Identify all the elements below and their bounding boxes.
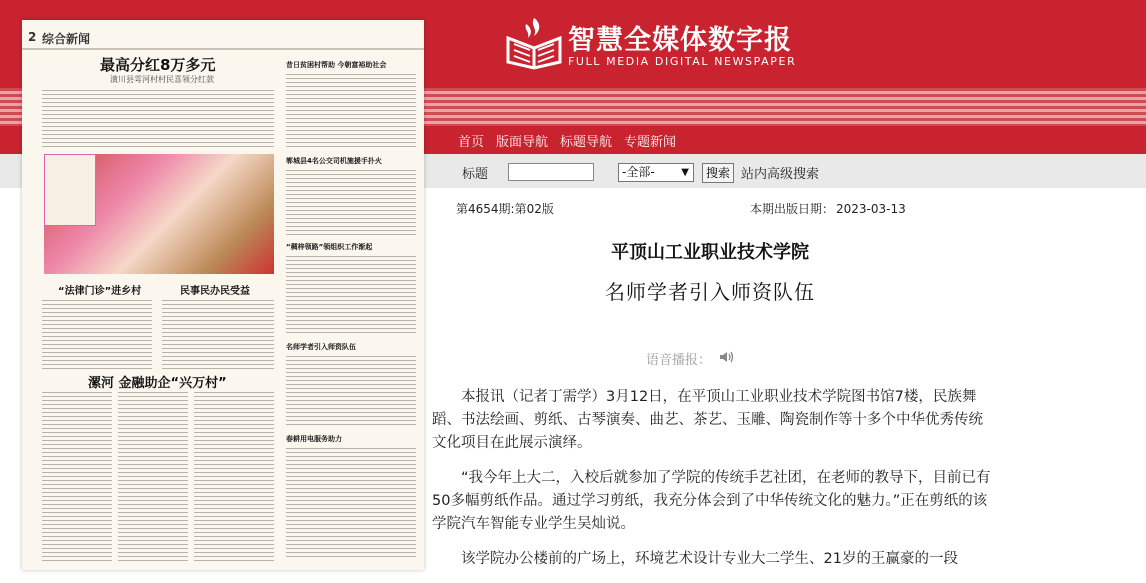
np-side-headline-1[interactable]: 昔日贫困村帮助 今朝富裕助社会	[286, 61, 387, 69]
article-paragraph: “我今年上大二，入校后就参加了学院的传统手艺社团，在老师的教导下，目前已有50多幅剪纸作品。通过学习剪纸，我充分体会到了中华传统文化的魅力。”正在剪纸的该学院汽车智能专业学生吴灿说。	[432, 470, 991, 532]
article-subheadline: 名师学者引入师资队伍	[605, 280, 815, 304]
article-body	[432, 386, 992, 583]
np-headline-2[interactable]: “法律门诊”进乡村	[58, 286, 142, 297]
np-rule	[22, 48, 424, 50]
main-nav	[458, 131, 676, 150]
book-flame-logo-icon	[504, 14, 564, 70]
np-page-label: 2	[28, 30, 37, 44]
np-text-block	[42, 392, 112, 562]
np-text-block	[286, 170, 416, 236]
article-headline: 平顶山工业职业技术学院	[611, 242, 809, 263]
publication-date	[748, 200, 906, 217]
chevron-down-icon: ▼	[681, 167, 689, 178]
search-label: 标题	[462, 167, 489, 182]
nav-home[interactable]: 首页	[458, 135, 485, 150]
np-headline-3[interactable]: 民事民办民受益	[180, 286, 250, 297]
np-text-block	[286, 256, 416, 336]
pubdate-label: 本期出版日期：	[750, 202, 835, 216]
np-text-block	[162, 300, 274, 370]
search-button[interactable]: 搜索	[702, 163, 734, 183]
np-headline-1[interactable]: 最高分红8万多元	[100, 56, 216, 74]
nav-layout[interactable]: 版面导航	[496, 135, 549, 150]
np-text-block	[118, 392, 188, 562]
np-headline-1-sub: 潢川县雩河村村民喜领分红款	[110, 75, 214, 84]
advanced-search-link[interactable]: 站内高级搜索	[741, 167, 820, 182]
nav-titles[interactable]: 标题导航	[560, 135, 613, 150]
np-photo-caption-box	[44, 154, 96, 226]
pubdate-value: 2023-03-13	[836, 202, 906, 216]
np-text-block	[42, 300, 152, 370]
np-side-headline-4[interactable]: 名师学者引入师资队伍	[286, 343, 356, 351]
article-paragraph: 本报讯（记者丁需学）3月12日，在平顶山工业职业技术学院图书馆7楼，民族舞蹈、书法绘画、剪纸、古琴演奏、曲艺、茶艺、玉雕、陶瓷制作等十多个中华优秀传统文化项目在此展示演绎。	[432, 389, 983, 451]
np-side-headline-3[interactable]: “稠梓领路”领组织工作渐起	[286, 243, 373, 251]
np-text-block	[286, 448, 416, 558]
np-section: 综合新闻	[42, 32, 91, 46]
np-text-block	[42, 90, 274, 150]
search-scope-value: -全部-	[622, 165, 655, 179]
search-scope-select[interactable]	[618, 163, 694, 182]
newspaper-page-thumbnail[interactable]	[22, 20, 424, 570]
np-headline-4[interactable]: 漯河 金融助企“兴万村”	[88, 376, 227, 391]
site-subtitle: FULL MEDIA DIGITAL NEWSPAPER	[568, 55, 797, 68]
article-paragraph: 该学院办公楼前的广场上，环境艺术设计专业大二学生、21岁的王赢豪的一段	[461, 551, 958, 567]
tts-label: 语音播报：	[646, 353, 712, 368]
search-input[interactable]	[508, 163, 594, 181]
issue-number: 第4654期:第02版	[456, 202, 554, 216]
np-side-headline-2[interactable]: 郸城县4名公交司机施援手扑火	[286, 157, 382, 165]
speaker-icon[interactable]	[719, 350, 735, 364]
np-side-headline-5[interactable]: 春耕用电服务助力	[286, 435, 342, 443]
np-text-block	[286, 356, 416, 428]
nav-topics[interactable]: 专题新闻	[624, 135, 677, 150]
np-text-block	[194, 392, 274, 562]
np-text-block	[286, 74, 416, 150]
site-title: 智慧全媒体数字报	[568, 25, 792, 56]
